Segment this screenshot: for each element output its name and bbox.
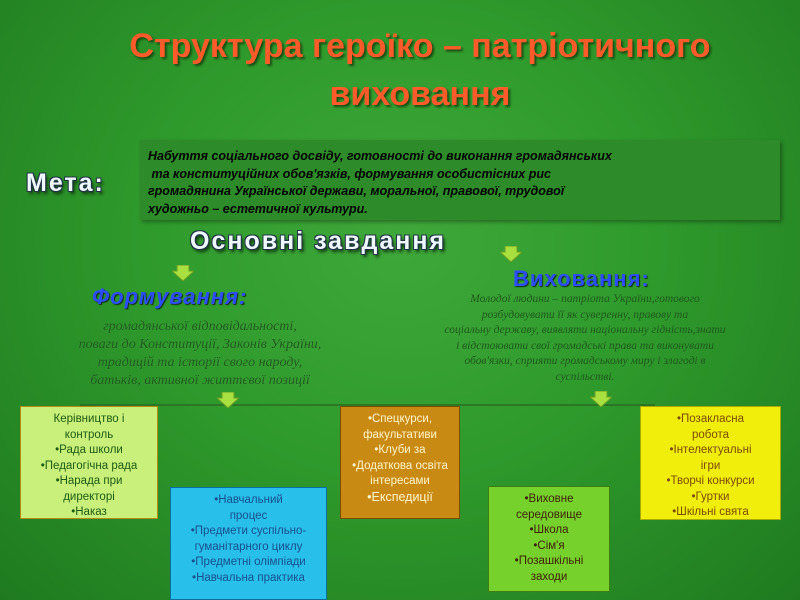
educational-environment-box: [488, 486, 610, 592]
formation-heading: Формування:: [92, 284, 248, 309]
upbringing-text-line: соціальну державу, виявляти національну гідність,знати: [444, 324, 726, 337]
upbringing-text-line: Молодої людини – патріота України,готового: [470, 293, 700, 305]
box-item: •Гуртки: [691, 490, 730, 503]
box-item: •Нарада при: [55, 475, 123, 487]
box-item: інтересами: [370, 475, 430, 487]
upbringing-text-line: обов'язки, сприяти громадському миру і злагоді в: [464, 355, 706, 368]
upbringing-heading: Виховання:: [513, 266, 650, 291]
management-control-box: [20, 406, 158, 519]
box-item: гуманітарного циклу: [194, 540, 303, 553]
goal-text-line: та конституційних обов'язків, формування особистісних рис: [148, 166, 551, 181]
box-item: ігри: [700, 459, 721, 472]
box-item: контроль: [64, 428, 114, 441]
formation-text-line: традицій та історії свого народу,: [97, 355, 303, 370]
box-item: •Позакласна: [677, 413, 744, 425]
box-item: директорі: [63, 490, 115, 503]
box-item: •Творчі конкурси: [666, 475, 755, 487]
goal-text-line: художньо – естетичної культури.: [148, 201, 368, 216]
formation-text-line: громадянської відповідальності,: [103, 319, 297, 334]
goal-text: [148, 148, 768, 218]
box-item: робота: [691, 428, 730, 441]
arrow-down-icon: [590, 391, 612, 407]
box-item: •Навчальна практика: [192, 571, 305, 584]
special-courses-box: [340, 406, 460, 519]
upbringing-text-line: суспільстві.: [555, 370, 615, 383]
box-item: •Сім'я: [533, 539, 565, 552]
box-item: •Спецкурси,: [367, 413, 433, 425]
upbringing-text: [390, 292, 780, 386]
box-item: •Предметні олімпіади: [191, 556, 306, 568]
box-item: середовище: [515, 508, 583, 521]
box-item: заходи: [530, 570, 568, 583]
formation-text-line: батьків, активної життєвої позиції: [90, 373, 310, 388]
box-item: •Експедиції: [367, 489, 433, 504]
box-item: •Школа: [529, 524, 569, 536]
upbringing-text-line: і відстоювати свої громадські права та виконувати: [456, 339, 714, 352]
upbringing-text-line: розбудовувати її як суверенну, правову та: [481, 308, 689, 321]
box-item: факультативи: [363, 428, 437, 441]
arrow-down-icon: [217, 392, 239, 408]
box-item: •Позашкільні: [514, 555, 584, 567]
formation-text-line: поваги до Конституції, Законів України,: [78, 337, 322, 352]
box-item: •Додаткова освіта: [352, 459, 448, 472]
box-item: •Навчальний: [214, 494, 283, 506]
box-item: Керівництво і: [53, 413, 125, 425]
title-line-2: виховання: [329, 75, 511, 113]
title-line-1: Структура героїко – патріотичного: [129, 27, 711, 65]
box-item: •Виховне: [524, 493, 574, 505]
educational-process-box: [170, 487, 327, 600]
arrow-down-icon: [500, 246, 522, 262]
box-item: процес: [229, 509, 268, 522]
main-tasks-heading: Основні завдання: [190, 227, 447, 255]
goal-text-line: Набуття соціального досвіду, готовності до виконання громадянських: [148, 149, 612, 163]
box-item: •Наказ: [71, 506, 107, 518]
goal-text-line: громадянина Української держави, моральної, правової, трудової: [148, 184, 565, 198]
formation-text: [40, 318, 360, 390]
page-title: [40, 22, 800, 118]
box-item: •Інтелектуальні: [669, 444, 752, 456]
arrow-down-icon: [172, 265, 194, 281]
box-item: •Клуби за: [374, 444, 426, 456]
goal-label: Мета:: [26, 169, 105, 197]
box-item: •Предмети суспільно-: [190, 525, 307, 537]
box-item: •Рада школи: [55, 444, 123, 456]
box-item: •Педагогічна рада: [40, 459, 138, 472]
extracurricular-box: [640, 406, 781, 520]
box-item: •Шкільні свята: [672, 506, 749, 518]
